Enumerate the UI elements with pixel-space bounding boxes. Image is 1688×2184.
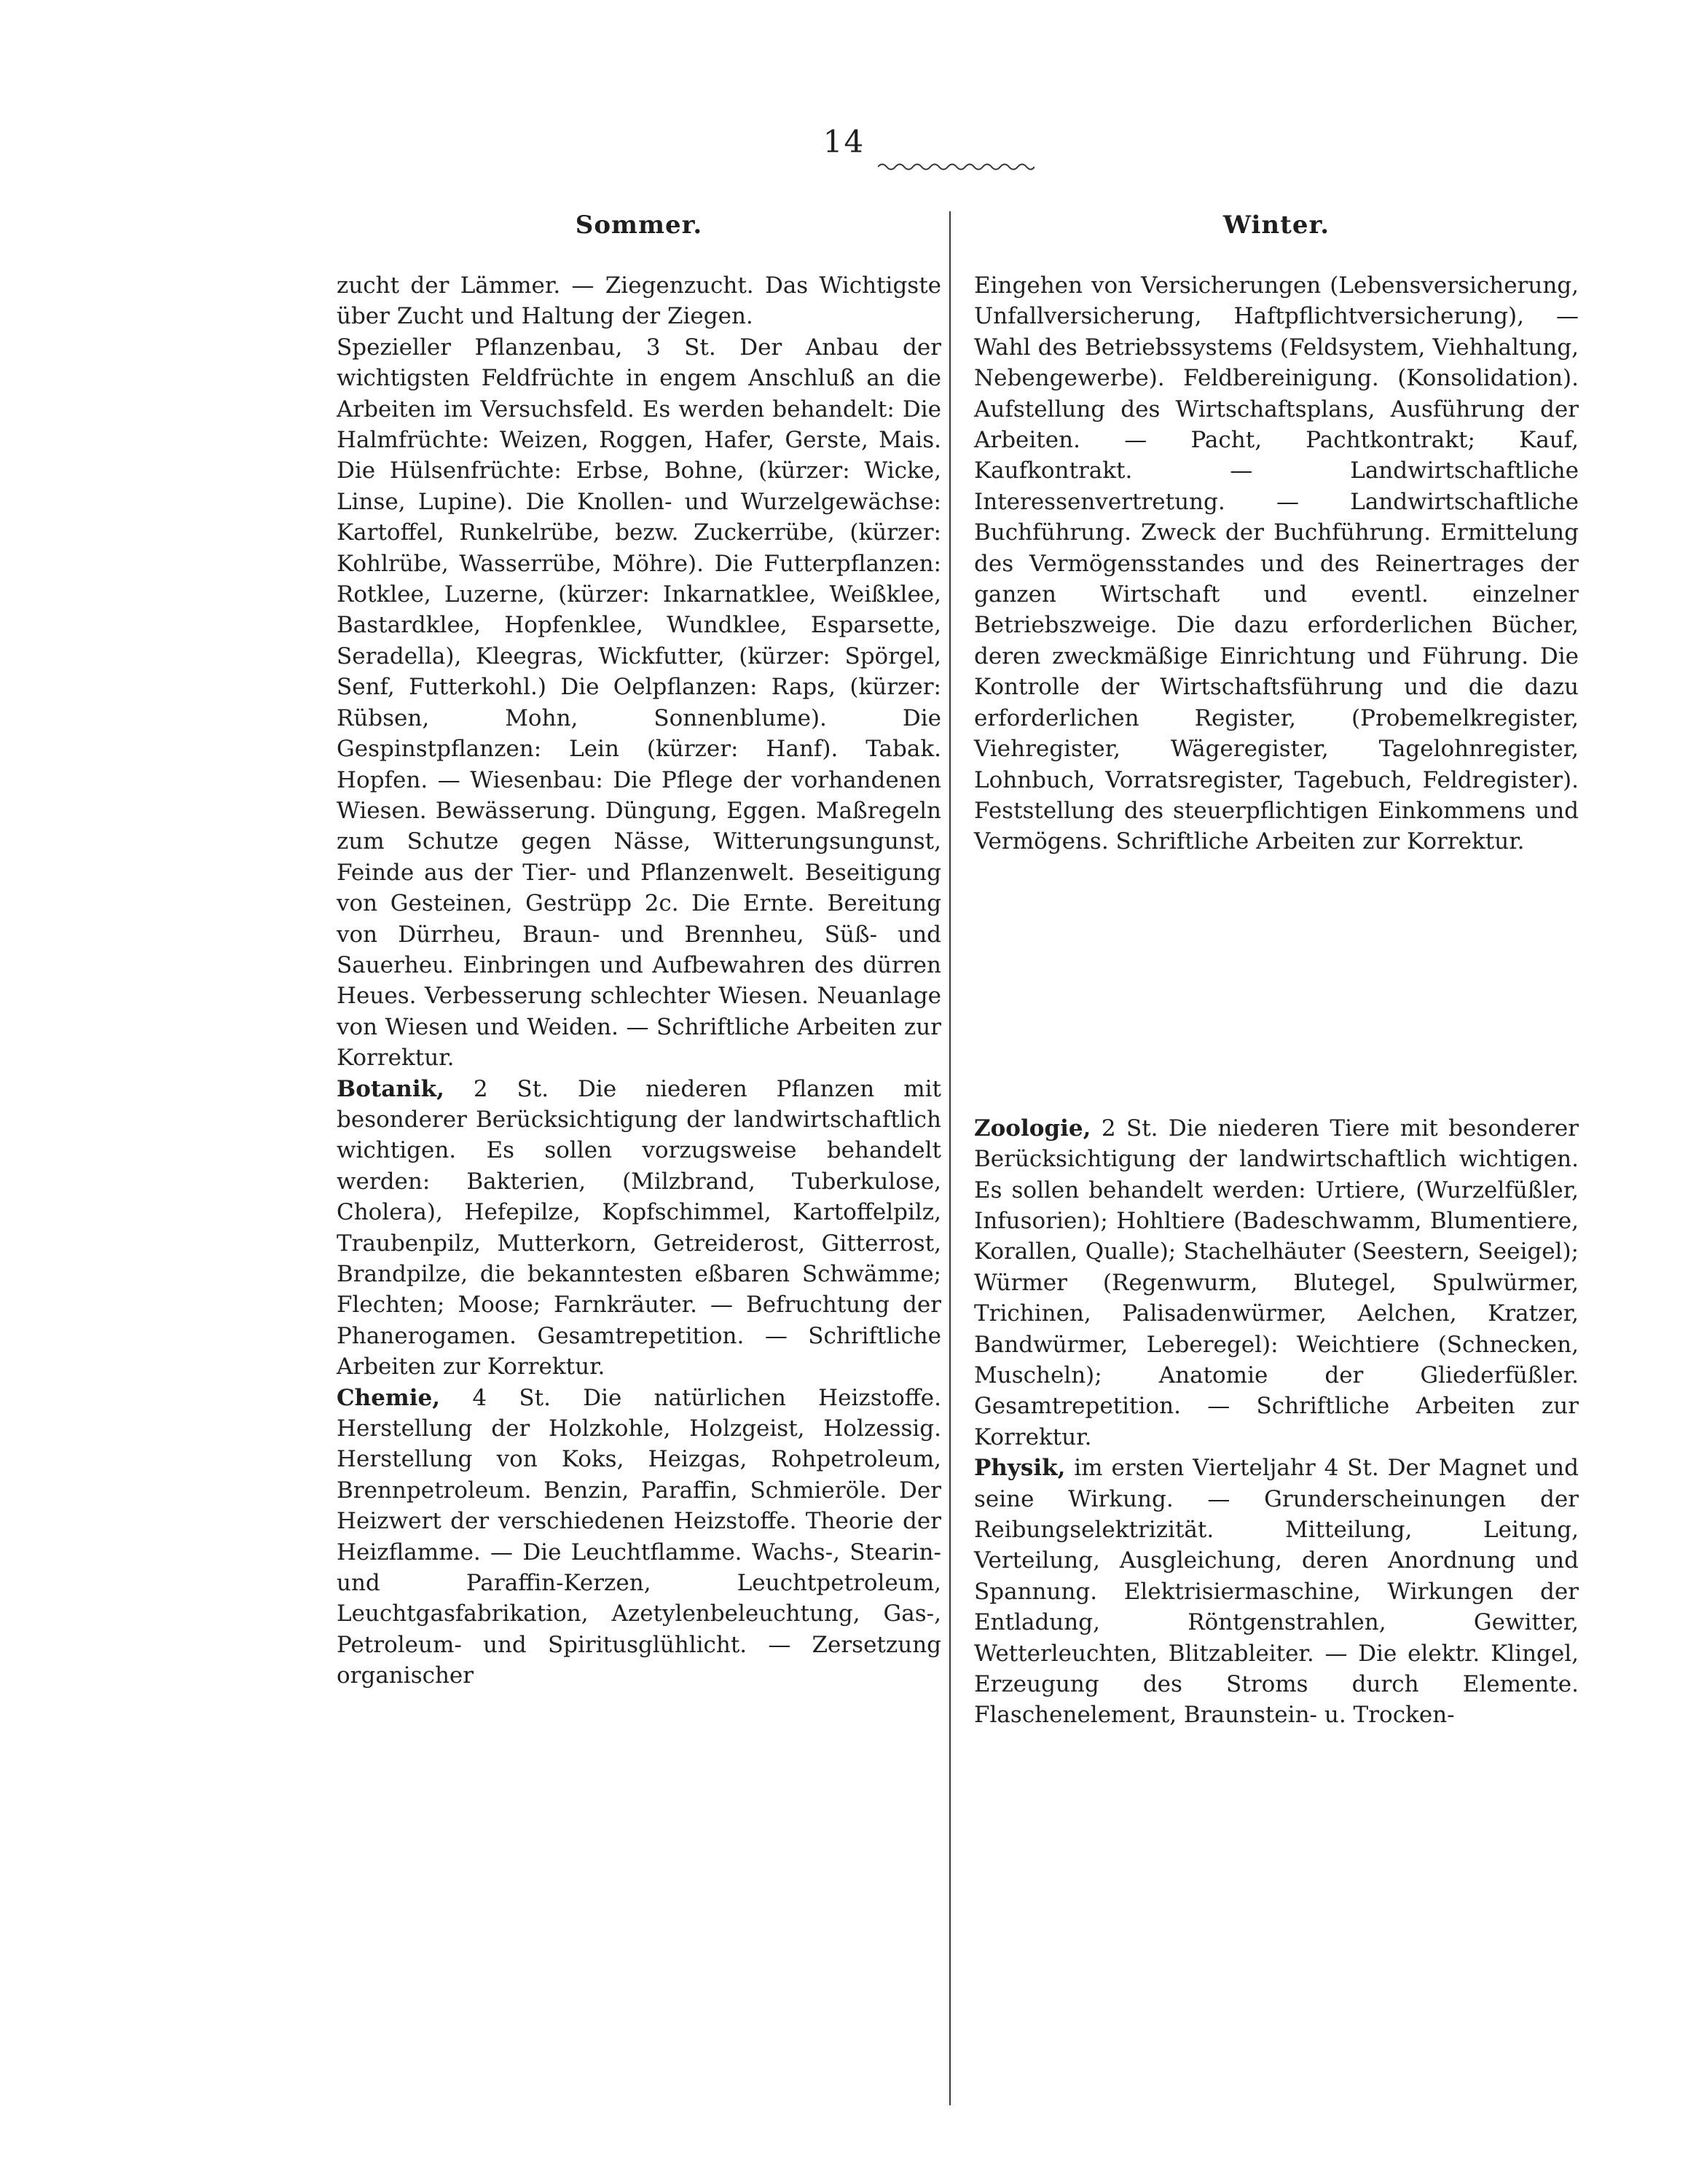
- paragraph-chemie: [337, 1383, 941, 1692]
- paragraph-chemie-text: 4 St. Die natürlichen Heizstoffe. Herstellung der Holzkohle, Holzgeist, Holzessig. Herstellung von Koks, Heizgas, Rohpetroleum, Brennpetroleum. Benzin, Paraffin, Schmieröle. Der Heizwert der verschiedenen Heizstoffe. Theorie der Heizflamme. — Die Leuchtflamme. Wachs-, Stearin- und Paraffin-Kerzen, Leuchtpetroleum, Leuchtgasfabrikation, Azetylenbeleuchtung, Gas-, Petroleum- und Spiritusglühlicht. — Zersetzung organischer: [337, 1384, 941, 1689]
- page-number: 14: [823, 124, 865, 160]
- subject-title-chemie: Chemie,: [337, 1384, 441, 1411]
- paragraph-zoologie: [974, 1113, 1579, 1453]
- paragraph-ziegenzucht: zucht der Lämmer. — Ziegenzucht. Das Wichtigste über Zucht und Haltung der Ziegen.: [337, 272, 941, 330]
- paragraph-betriebslehre: Eingehen von Versicherungen (Lebensversicherung, Unfallversicherung, Haftpflichtversicherung), — Wahl des Betriebssystems (Feldsystem, Viehhaltung, Nebengewerbe). Feldbereinigung. (Konsolidation). Aufstellung des Wirtschaftsplans, Ausführung der Arbeiten. — Pacht, Pachtkontrakt; Kauf, Kaufkontrakt. — Landwirtschaftliche Interessenvertretung. — Landwirtschaftliche Buchführung. Zweck der Buchführung. Ermittelung des Vermögensstandes und des Reinertrages der ganzen Wirtschaft und eventl. einzelner Betriebszweige. Die dazu erforderlichen Bücher, deren zweckmäßige Einrichtung und Führung. Die Kontrolle der Wirtschaftsführung und die dazu erforderlichen Register, (Probemelkregister, Viehregister, Wägeregister, Tagelohnregister, Lohnbuch, Vorratsregister, Tagebuch, Feldregister). Feststellung des steuerpflichtigen Einkommens und Vermögens. Schriftliche Arbeiten zur Korrektur.: [974, 272, 1579, 855]
- paragraph-physik: [974, 1453, 1579, 1731]
- column-heading-sommer: Sommer.: [575, 211, 703, 240]
- paragraph-botanik: [337, 1074, 941, 1383]
- subject-title-physik: Physik,: [974, 1455, 1066, 1482]
- paragraph-botanik-text: 2 St. Die niederen Pflanzen mit besonderer Berücksichtigung der landwirtschaftlich wichtigen. Es sollen vorzugsweise behandelt werden: Bakterien, (Milzbrand, Tuberkulose, Cholera), Hefepilze, Kopfschimmel, Kartoffelpilz, Traubenpilz, Mutterkorn, Getreiderost, Gitterrost, Brandpilze, die bekanntesten eßbaren Schwämme; Flechten; Moose; Farnkräuter. — Befruchtung der Phanerogamen. Gesamtrepetition. — Schriftliche Arbeiten zur Korrektur.: [337, 1075, 941, 1380]
- column-sommer: [337, 208, 941, 1692]
- paragraph-pflanzenbau: Spezieller Pflanzenbau, 3 St. Der Anbau der wichtigsten Feldfrüchte in engem Anschluß an die Arbeiten im Versuchsfeld. Es werden behandelt: Die Halmfrüchte: Weizen, Roggen, Hafer, Gerste, Mais. Die Hülsenfrüchte: Erbse, Bohne, (kürzer: Wicke, Linse, Lupine). Die Knollen- und Wurzelgewächse: Kartoffel, Runkelrübe, bezw. Zuckerrübe, (kürzer: Kohlrübe, Wasserrübe, Möhre). Die Futterpflanzen: Rotklee, Luzerne, (kürzer: Inkarnatklee, Weißklee, Bastardklee, Hopfenklee, Wundklee, Esparsette, Seradella), Kleegras, Wickfutter, (kürzer: Spörgel, Senf, Futterkohl.) Die Oelpflanzen: Raps, (kürzer: Rübsen, Mohn, Sonnenblume). Die Gespinstpflanzen: Lein (kürzer: Hanf). Tabak. Hopfen. — Wiesenbau: Die Pflege der vorhandenen Wiesen. Bewässerung. Düngung, Eggen. Maßregeln zum Schutze gegen Nässe, Witterungsungunst, Feinde aus der Tier- und Pflanzenwelt. Beseitigung von Gesteinen, Gestrüpp 2c. Die Ernte. Bereitung von Dürrheu, Braun- und Brennheu, Süß- und Sauerheu. Einbringen und Aufbewahren des dürren Heues. Verbesserung schlechter Wiesen. Neuanlage von Wiesen und Weiden. — Schriftliche Arbeiten zur Korrektur.: [337, 334, 941, 1072]
- subject-title-zoologie: Zoologie,: [974, 1115, 1091, 1142]
- decorative-wave-ornament: [878, 162, 1035, 172]
- column-winter: [974, 208, 1579, 1731]
- column-heading-winter: Winter.: [1222, 211, 1330, 240]
- paragraph-zoologie-text: 2 St. Die niederen Tiere mit besonderer Berücksichtigung der landwirtschaftlich wichtigen. Es sollen behandelt werden: Urtiere, (Wurzelfüßler, Infusorien); Hohltiere (Badeschwamm, Blumentiere, Korallen, Qualle); Stachelhäuter (Seestern, Seeigel); Würmer (Regenwurm, Blutegel, Spulwürmer, Trichinen, Palisadenwürmer, Aelchen, Kratzer, Bandwürmer, Leberegel): Weichtiere (Schnecken, Muscheln); Anatomie der Gliederfüßler. Gesamtrepetition. — Schriftliche Arbeiten zur Korrektur.: [974, 1115, 1579, 1450]
- paragraph-physik-text: im ersten Vierteljahr 4 St. Der Magnet und seine Wirkung. — Grunderscheinungen der Reibungselektrizität. Mitteilung, Leitung, Verteilung, Ausgleichung, deren Anordnung und Spannung. Elektrisiermaschine, Wirkungen der Entladung, Röntgenstrahlen, Gewitter, Wetterleuchten, Blitzableiter. — Die elektr. Klingel, Erzeugung des Stroms durch Elemente. Flaschenelement, Braunstein- u. Trocken-: [974, 1455, 1579, 1729]
- blank-space: [974, 857, 1579, 1113]
- column-divider: [949, 211, 951, 2105]
- subject-title-botanik: Botanik,: [337, 1075, 444, 1102]
